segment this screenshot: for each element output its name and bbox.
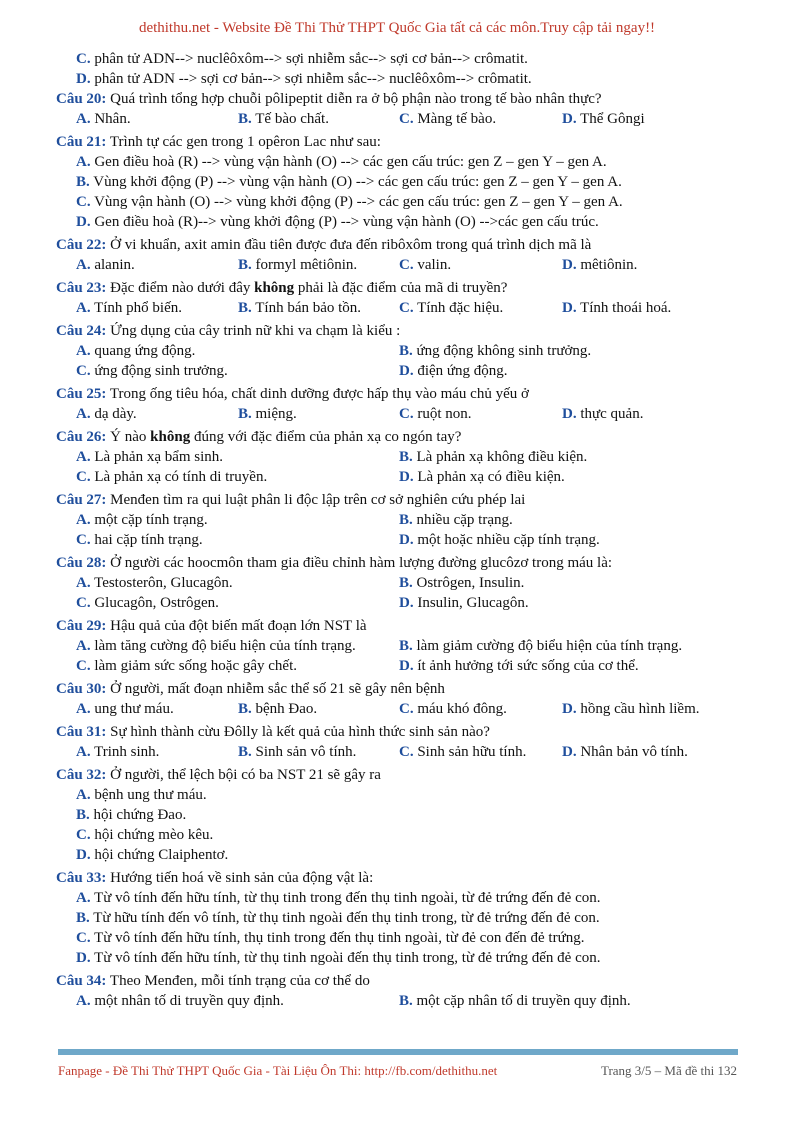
question-text: Quá trình tổng hợp chuỗi pôlipeptit diễn ra ở bộ phận nào trong tế bào nhân thực? <box>106 91 602 107</box>
option-text: formyl mêtiônin. <box>251 257 358 273</box>
option-row <box>76 699 746 719</box>
option-text: valin. <box>413 257 452 273</box>
option-text: Là phản xạ không điều kiện. <box>412 449 588 465</box>
answer-option <box>238 255 357 275</box>
question-text: Hậu quả của đột biến mất đoạn lớn NST là <box>106 618 367 634</box>
question-block <box>56 235 746 275</box>
option-text: thực quản. <box>576 406 644 422</box>
option-row <box>76 573 746 593</box>
answer-option <box>399 109 496 129</box>
question-stem <box>56 616 746 636</box>
option-text: Gen điều hoà (R)--> vùng khởi động (P) --> vùng vận hành (O) -->các gen cấu trúc. <box>90 214 599 230</box>
site-header: dethithu.net - Website Đề Thi Thử THPT Quốc Gia tất cả các môn.Truy cập tải ngay!! <box>138 20 656 36</box>
option-letter: B. <box>399 575 413 591</box>
option-letter: A. <box>76 575 91 591</box>
option-text: Là phản xạ bẩm sinh. <box>90 449 224 465</box>
option-letter: B. <box>238 701 252 717</box>
option-letter: A. <box>76 787 91 803</box>
question-text: Theo Menđen, mỗi tính trạng của cơ thể do <box>106 973 370 989</box>
option-text: làm tăng cường độ biểu hiện của tính trạng. <box>90 638 356 654</box>
answer-option <box>562 298 671 318</box>
answer-option <box>399 298 503 318</box>
answer-option <box>399 467 565 487</box>
answer-option <box>399 636 682 656</box>
question-number: Câu 25: <box>56 386 107 402</box>
answer-option <box>76 255 135 275</box>
question-stem <box>56 132 746 152</box>
answer-option <box>76 152 746 172</box>
answer-option <box>76 845 746 865</box>
option-letter: C. <box>399 300 414 316</box>
question-stem <box>56 679 746 699</box>
option-19-d: D. phân tử ADN --> sợi cơ bản--> sợi nhiễm sắc--> nuclêôxôm--> crômatit. <box>76 71 532 87</box>
answer-option <box>76 908 746 928</box>
answer-option <box>399 530 600 550</box>
answer-option <box>76 467 267 487</box>
option-letter: C. <box>76 658 91 674</box>
option-letter: D. <box>399 469 414 485</box>
option-letter: B. <box>399 449 413 465</box>
question-number: Câu 22: <box>56 237 107 253</box>
footer-rule <box>58 1049 738 1055</box>
option-text: máu khó đông. <box>413 701 507 717</box>
option-text: Từ vô tính đến hữu tính, thụ tinh trong đến thụ tinh ngoài, từ đẻ con đến đẻ trứng. <box>90 930 585 946</box>
answer-option <box>76 212 746 232</box>
answer-option <box>399 593 529 613</box>
answer-option <box>76 699 174 719</box>
question-number: Câu 21: <box>56 134 107 150</box>
answer-option <box>76 447 223 467</box>
footer-fanpage: Fanpage - Đề Thi Thử THPT Quốc Gia - Tài Liệu Ôn Thi: http://fb.com/dethithu.net <box>58 1063 498 1078</box>
option-text: Vùng vận hành (O) --> vùng khởi động (P) --> các gen cấu trúc: gen Z – gen Y – gen A. <box>90 194 623 210</box>
option-row <box>76 341 746 361</box>
question-text: Ý nào <box>106 429 151 445</box>
option-text: mêtiônin. <box>576 257 638 273</box>
option-row <box>76 298 746 318</box>
question-text: Hướng tiến hoá về sinh sản của động vật là: <box>106 870 374 886</box>
exam-content <box>56 49 746 1011</box>
question-number: Câu 30: <box>56 681 107 697</box>
option-text: Là phản xạ có điều kiện. <box>413 469 565 485</box>
option-text: Từ hữu tính đến vô tính, từ thụ tinh ngoài đến thụ tinh trong, từ đẻ trứng đến đẻ con. <box>89 910 600 926</box>
option-text: Ostrôgen, Insulin. <box>412 575 525 591</box>
answer-option <box>238 742 356 762</box>
question-block <box>56 679 746 719</box>
option-text: hồng cầu hình liềm. <box>576 701 700 717</box>
option-text: nhiều cặp trạng. <box>412 512 513 528</box>
option-letter: C. <box>76 469 91 485</box>
option-letter: D. <box>399 532 414 548</box>
option-text: dạ dày. <box>90 406 137 422</box>
option-text: ứng động không sinh trưởng. <box>412 343 592 359</box>
question-block <box>56 321 746 381</box>
question-number: Câu 20: <box>56 91 107 107</box>
option-letter: B. <box>76 174 90 190</box>
answer-option <box>76 510 208 530</box>
option-letter: A. <box>76 701 91 717</box>
question-block <box>56 971 746 1011</box>
answer-option <box>562 255 637 275</box>
answer-option <box>399 361 508 381</box>
option-letter: C. <box>399 406 414 422</box>
answer-option <box>76 404 137 424</box>
question-text: Ở người các hoocmôn tham gia điều chỉnh hàm lượng đường glucôzơ trong máu là: <box>106 555 613 571</box>
answer-option <box>76 361 228 381</box>
option-letter: D. <box>399 658 414 674</box>
option-text: Sinh sản vô tính. <box>251 744 357 760</box>
option-text: làm giảm sức sống hoặc gây chết. <box>90 658 297 674</box>
answer-option <box>238 109 329 129</box>
page-indicator: Trang 3/5 – Mã đề thi 132 <box>600 1063 737 1078</box>
answer-option <box>76 805 746 825</box>
question-stem <box>56 553 746 573</box>
answer-option <box>399 699 507 719</box>
answer-option <box>76 888 746 908</box>
option-letter: D. <box>562 744 577 760</box>
question-stem <box>56 971 746 991</box>
question-number: Câu 29: <box>56 618 107 634</box>
answer-option <box>399 991 631 1011</box>
option-row <box>76 255 746 275</box>
question-number: Câu 31: <box>56 724 107 740</box>
option-row <box>76 593 746 613</box>
option-text: Từ vô tính đến hữu tính, từ thụ tinh trong đến thụ tinh ngoài, từ đẻ trứng đến đẻ con. <box>90 890 601 906</box>
question-number: Câu 33: <box>56 870 107 886</box>
answer-option <box>562 404 643 424</box>
answer-option <box>76 742 159 762</box>
question-number: Câu 34: <box>56 973 107 989</box>
question-stem <box>56 722 746 742</box>
answer-option <box>76 341 195 361</box>
question-text: Ở vi khuẩn, axit amin đầu tiên được đưa đến ribôxôm trong quá trình dịch mã là <box>106 237 592 253</box>
option-text: Thể Gôngi <box>576 111 645 127</box>
option-text: Tính bán bảo tồn. <box>251 300 362 316</box>
answer-option <box>76 928 746 948</box>
question-number: Câu 26: <box>56 429 107 445</box>
answer-option <box>399 742 526 762</box>
answer-option <box>76 530 203 550</box>
option-letter: B. <box>238 744 252 760</box>
option-text: ruột non. <box>413 406 472 422</box>
option-text: một cặp nhân tố di truyền quy định. <box>412 993 631 1009</box>
answer-option <box>399 255 451 275</box>
option-letter: D. <box>562 257 577 273</box>
question-text: Ở người, mất đoạn nhiễm sắc thể số 21 sẽ gây nên bệnh <box>106 681 445 697</box>
question-text: phải là đặc điểm của mã di truyền? <box>294 280 508 296</box>
option-text: ung thư máu. <box>90 701 174 717</box>
answer-option <box>399 510 513 530</box>
option-letter: A. <box>76 257 91 273</box>
option-letter: D. <box>562 701 577 717</box>
option-letter: C. <box>76 827 91 843</box>
question-text: đúng với đặc điểm của phản xạ co ngón tay? <box>190 429 462 445</box>
option-text: Tế bào chất. <box>251 111 329 127</box>
question-block <box>56 132 746 232</box>
answer-option <box>562 742 688 762</box>
option-19-c: C. phân tử ADN--> nuclêôxôm--> sợi nhiễm sắc--> sợi cơ bản--> crômatit. <box>76 51 528 67</box>
option-letter: A. <box>76 744 91 760</box>
question-number: Câu 28: <box>56 555 107 571</box>
option-letter: A. <box>76 512 91 528</box>
question-stem <box>56 235 746 255</box>
answer-option <box>76 298 182 318</box>
answer-option <box>399 341 591 361</box>
question-stem <box>56 89 746 109</box>
option-text: Insulin, Glucagôn. <box>413 595 529 611</box>
question-stem <box>56 765 746 785</box>
option-letter: C. <box>76 930 91 946</box>
option-letter: B. <box>399 993 413 1009</box>
question-19-tail <box>56 49 746 89</box>
option-letter: D. <box>76 847 91 863</box>
option-text: miệng. <box>251 406 297 422</box>
question-list <box>56 89 746 1011</box>
question-stem <box>56 868 746 888</box>
question-block <box>56 616 746 676</box>
option-text: Nhân. <box>90 111 131 127</box>
option-letter: D. <box>76 214 91 230</box>
option-letter: B. <box>399 343 413 359</box>
question-block <box>56 553 746 613</box>
question-block <box>56 89 746 129</box>
option-text: ít ảnh hưởng tới sức sống của cơ thể. <box>413 658 639 674</box>
option-text: Tính phổ biến. <box>90 300 182 316</box>
option-letter: D. <box>562 300 577 316</box>
answer-option <box>399 573 524 593</box>
option-row <box>76 109 746 129</box>
option-text: làm giảm cường độ biểu hiện của tính trạng. <box>412 638 683 654</box>
answer-option <box>76 785 746 805</box>
answer-option <box>238 404 297 424</box>
answer-option <box>562 109 645 129</box>
option-letter: B. <box>238 257 252 273</box>
question-text: Trong ống tiêu hóa, chất dinh dưỡng được hấp thụ vào máu chủ yếu ở <box>106 386 529 402</box>
option-letter: A. <box>76 449 91 465</box>
option-letter: B. <box>238 406 252 422</box>
answer-option <box>399 447 587 467</box>
answer-option <box>76 948 746 968</box>
answer-option <box>238 298 361 318</box>
question-text: Menđen tìm ra qui luật phân li độc lập trên cơ sở nghiên cứu phép lai <box>106 492 526 508</box>
option-text: hội chứng Claiphentơ. <box>90 847 229 863</box>
answer-option <box>76 192 746 212</box>
question-stem <box>56 384 746 404</box>
option-text: Là phản xạ có tính di truyền. <box>90 469 268 485</box>
option-letter: A. <box>76 300 91 316</box>
answer-option <box>399 404 472 424</box>
option-text: một nhân tố di truyền quy định. <box>90 993 284 1009</box>
option-text: Testosterôn, Glucagôn. <box>90 575 233 591</box>
question-stem <box>56 427 746 447</box>
option-letter: C. <box>399 257 414 273</box>
option-text: điện ứng động. <box>413 363 508 379</box>
answer-option <box>76 172 746 192</box>
option-letter: A. <box>76 993 91 1009</box>
option-letter: A. <box>76 343 91 359</box>
option-text: Từ vô tính đến hữu tính, từ thụ tinh ngoài đến thụ tinh trong, từ đẻ trứng đến đẻ con. <box>90 950 601 966</box>
option-text: bệnh Đao. <box>251 701 318 717</box>
option-row <box>76 467 746 487</box>
question-stem <box>56 490 746 510</box>
option-text: Gen điều hoà (R) --> vùng vận hành (O) --> các gen cấu trúc: gen Z – gen Y – gen A. <box>90 154 607 170</box>
option-letter: C. <box>399 111 414 127</box>
option-letter: A. <box>76 111 91 127</box>
answer-option <box>238 699 317 719</box>
option-row <box>76 404 746 424</box>
option-letter: B. <box>399 512 413 528</box>
option-text: Nhân bản vô tính. <box>576 744 688 760</box>
question-number: Câu 27: <box>56 492 107 508</box>
question-emphasis: không <box>254 280 295 296</box>
option-text: hai cặp tính trạng. <box>90 532 203 548</box>
option-letter: A. <box>76 890 91 906</box>
option-row <box>76 361 746 381</box>
answer-option <box>562 699 700 719</box>
option-text: Tính thoái hoá. <box>576 300 672 316</box>
option-row <box>76 530 746 550</box>
option-letter: C. <box>399 744 414 760</box>
option-letter: C. <box>399 701 414 717</box>
option-text: ứng động sinh trưởng. <box>90 363 228 379</box>
answer-option <box>76 636 356 656</box>
option-text: alanin. <box>90 257 135 273</box>
answer-option <box>76 656 297 676</box>
option-row <box>76 742 746 762</box>
option-letter: D. <box>76 950 91 966</box>
option-letter: A. <box>76 406 91 422</box>
option-letter: D. <box>562 111 577 127</box>
option-letter: D. <box>399 595 414 611</box>
question-stem <box>56 278 746 298</box>
question-text: Ở người, thể lệch bội có ba NST 21 sẽ gây ra <box>106 767 381 783</box>
option-letter: B. <box>76 807 90 823</box>
question-block <box>56 490 746 550</box>
option-row <box>76 656 746 676</box>
option-text: Vùng khởi động (P) --> vùng vận hành (O) --> các gen cấu trúc: gen Z – gen Y – gen A. <box>89 174 622 190</box>
option-text: Trinh sinh. <box>90 744 160 760</box>
option-text: quang ứng động. <box>90 343 196 359</box>
option-row <box>76 636 746 656</box>
option-letter: C. <box>76 532 91 548</box>
option-text: một cặp tính trạng. <box>90 512 208 528</box>
question-emphasis: không <box>150 429 191 445</box>
option-text: một hoặc nhiều cặp tính trạng. <box>413 532 600 548</box>
option-text: Tính đặc hiệu. <box>413 300 504 316</box>
option-row <box>76 510 746 530</box>
option-letter: A. <box>76 638 91 654</box>
option-letter: C. <box>76 363 91 379</box>
question-block <box>56 384 746 424</box>
option-letter: D. <box>399 363 414 379</box>
option-text: Màng tế bào. <box>413 111 497 127</box>
option-letter: B. <box>399 638 413 654</box>
answer-option <box>76 573 233 593</box>
option-text: bệnh ung thư máu. <box>90 787 207 803</box>
answer-option <box>76 593 219 613</box>
question-number: Câu 24: <box>56 323 107 339</box>
option-text: hội chứng mèo kêu. <box>90 827 214 843</box>
answer-option <box>76 109 131 129</box>
answer-option <box>76 825 746 845</box>
option-letter: B. <box>238 111 252 127</box>
question-block <box>56 765 746 865</box>
question-stem <box>56 321 746 341</box>
option-text: hội chứng Đao. <box>89 807 187 823</box>
option-text: Sinh sản hữu tính. <box>413 744 527 760</box>
option-letter: C. <box>76 194 91 210</box>
option-text: Glucagôn, Ostrôgen. <box>90 595 219 611</box>
option-row <box>76 447 746 467</box>
question-text: Trình tự các gen trong 1 opêron Lac như sau: <box>106 134 381 150</box>
option-letter: A. <box>76 154 91 170</box>
question-block <box>56 427 746 487</box>
question-block <box>56 278 746 318</box>
question-text: Đặc điểm nào dưới đây <box>106 280 255 296</box>
question-number: Câu 23: <box>56 280 107 296</box>
answer-option <box>76 991 284 1011</box>
question-block <box>56 868 746 968</box>
option-letter: C. <box>76 595 91 611</box>
question-text: Sự hình thành cừu Đôlly là kết quả của hình thức sinh sản nào? <box>106 724 490 740</box>
answer-option <box>399 656 639 676</box>
option-row <box>76 991 746 1011</box>
question-number: Câu 32: <box>56 767 107 783</box>
question-text: Ứng dụng của cây trinh nữ khi va chạm là kiểu : <box>106 323 401 339</box>
option-letter: B. <box>76 910 90 926</box>
option-letter: D. <box>562 406 577 422</box>
option-letter: B. <box>238 300 252 316</box>
question-block <box>56 722 746 762</box>
